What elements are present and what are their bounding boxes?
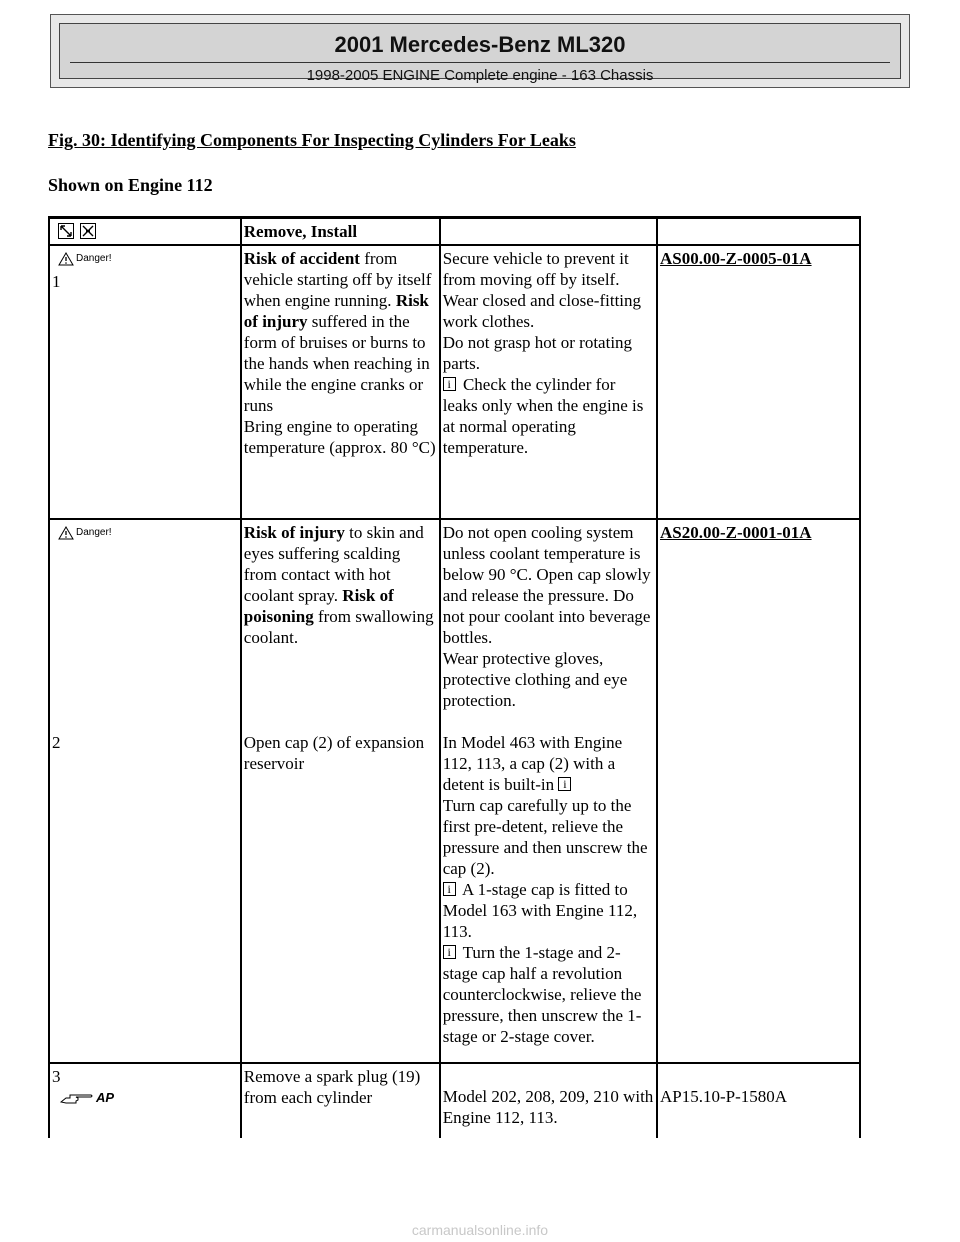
note-text: Check the cylinder for leaks only when the engine is at normal operating temperature. — [442, 375, 644, 457]
danger-badge — [58, 522, 112, 543]
header-divider — [70, 62, 890, 63]
note-text: Secure vehicle to prevent it from moving off by itself. — [442, 249, 629, 289]
note-text: Wear protective gloves, protective clothing and eye protection. — [442, 649, 628, 710]
header-empty-cell — [657, 218, 860, 246]
step-cell — [49, 730, 241, 1063]
ap-label: AP — [96, 1090, 115, 1105]
step-number: 2 — [52, 733, 61, 752]
vehicle-title: 2001 Mercedes-Benz ML320 — [334, 32, 626, 57]
step-cell — [49, 245, 241, 519]
info-icon[interactable]: i — [558, 777, 571, 791]
info-icon[interactable]: i — [443, 882, 456, 896]
table-row — [49, 730, 860, 1063]
document-header — [50, 14, 910, 88]
notes-cell — [440, 519, 657, 730]
shown-on-label: Shown on Engine 112 — [48, 175, 213, 195]
pointing-hand-icon — [60, 1090, 94, 1106]
reference-cell — [657, 519, 860, 730]
notes-cell — [440, 245, 657, 519]
instruction-text: Remove a spark plug (19) from each cylinder — [243, 1067, 421, 1107]
risk-text: suffered in the form of bruises or burns to the hands when reaching in while the engine cranks or runs — [243, 312, 430, 415]
step-cell — [49, 1063, 241, 1138]
note-text: A 1-stage cap is fitted to Model 163 with Engine 112, 113. — [442, 880, 638, 941]
note-text: In Model 463 with Engine 112, 113, a cap (2) with a detent is built-in — [442, 733, 623, 794]
section-subtitle: 1998-2005 ENGINE Complete engine - 163 Chassis — [306, 67, 654, 84]
description-cell — [241, 1063, 440, 1138]
table-row — [49, 1063, 860, 1138]
step-cell — [49, 519, 241, 730]
watermark-footer: carmanualsonline.info — [411, 1222, 549, 1238]
risk-text: to skin and eyes suffering scalding from contact with hot coolant spray. — [243, 523, 424, 605]
note-text: Do not open cooling system unless coolant temperature is below 90 °C. Open cap slowly and release the pressure. Do not pour coolant into beverage bottles. — [442, 523, 651, 647]
risk-label: Risk of accident — [243, 249, 360, 268]
notes-cell — [440, 1063, 657, 1138]
table-header-row — [49, 218, 860, 246]
reference-link[interactable]: AS20.00-Z-0001-01A — [659, 523, 812, 542]
risk-text: from swallowing coolant. — [243, 607, 434, 647]
instruction-text: Bring engine to operating temperature (approx. 80 °C) — [243, 417, 436, 457]
danger-badge — [58, 248, 112, 269]
note-text: Model 202, 208, 209, 210 with Engine 112, 113. — [442, 1087, 654, 1127]
risk-label: Risk of injury — [243, 523, 345, 542]
description-cell — [241, 245, 440, 519]
reference-cell — [657, 730, 860, 1063]
ap-badge — [60, 1087, 114, 1108]
header-remove-install: Remove, Install — [241, 218, 440, 246]
table-row — [49, 245, 860, 519]
reference-cell — [657, 245, 860, 519]
step-number: 3 — [52, 1067, 61, 1086]
risk-label: Risk of poisoning — [243, 586, 394, 626]
danger-label: Danger! — [76, 527, 112, 538]
notes-cell — [440, 730, 657, 1063]
table-row — [49, 519, 860, 730]
info-icon[interactable]: i — [443, 945, 456, 959]
note-text: Turn the 1-stage and 2-stage cap half a revolution counterclockwise, relieve the pressure, then unscrew the 1-stage or 2-stage cover. — [442, 943, 642, 1046]
note-text: Turn cap carefully up to the first pre-detent, relieve the pressure and then unscrew the cap (2). — [442, 796, 648, 878]
note-text: Wear closed and close-fitting work clothes. — [442, 291, 642, 331]
risk-label: Risk of injury — [243, 291, 429, 331]
header-icon-cell — [49, 218, 241, 246]
expand-icon[interactable] — [58, 223, 74, 239]
header-panel — [59, 23, 901, 84]
reference-link[interactable]: AP15.10-P-1580A — [659, 1087, 788, 1106]
collapse-icon[interactable] — [80, 223, 96, 239]
info-icon[interactable]: i — [443, 377, 456, 391]
warning-triangle-icon — [58, 526, 74, 540]
instruction-text: Open cap (2) of expansion reservoir — [243, 733, 425, 773]
figure-title: Fig. 30: Identifying Components For Inspecting Cylinders For Leaks — [48, 130, 576, 150]
warning-triangle-icon — [58, 252, 74, 266]
risk-text: from vehicle starting off by itself when engine running. — [243, 249, 432, 310]
danger-label: Danger! — [76, 253, 112, 264]
reference-cell — [657, 1063, 860, 1138]
description-cell — [241, 730, 440, 1063]
step-number: 1 — [52, 271, 61, 291]
description-cell — [241, 519, 440, 730]
note-text: Do not grasp hot or rotating parts. — [442, 333, 633, 373]
procedure-table — [48, 216, 861, 1138]
header-empty-cell — [440, 218, 657, 246]
reference-link[interactable]: AS00.00-Z-0005-01A — [659, 249, 812, 268]
